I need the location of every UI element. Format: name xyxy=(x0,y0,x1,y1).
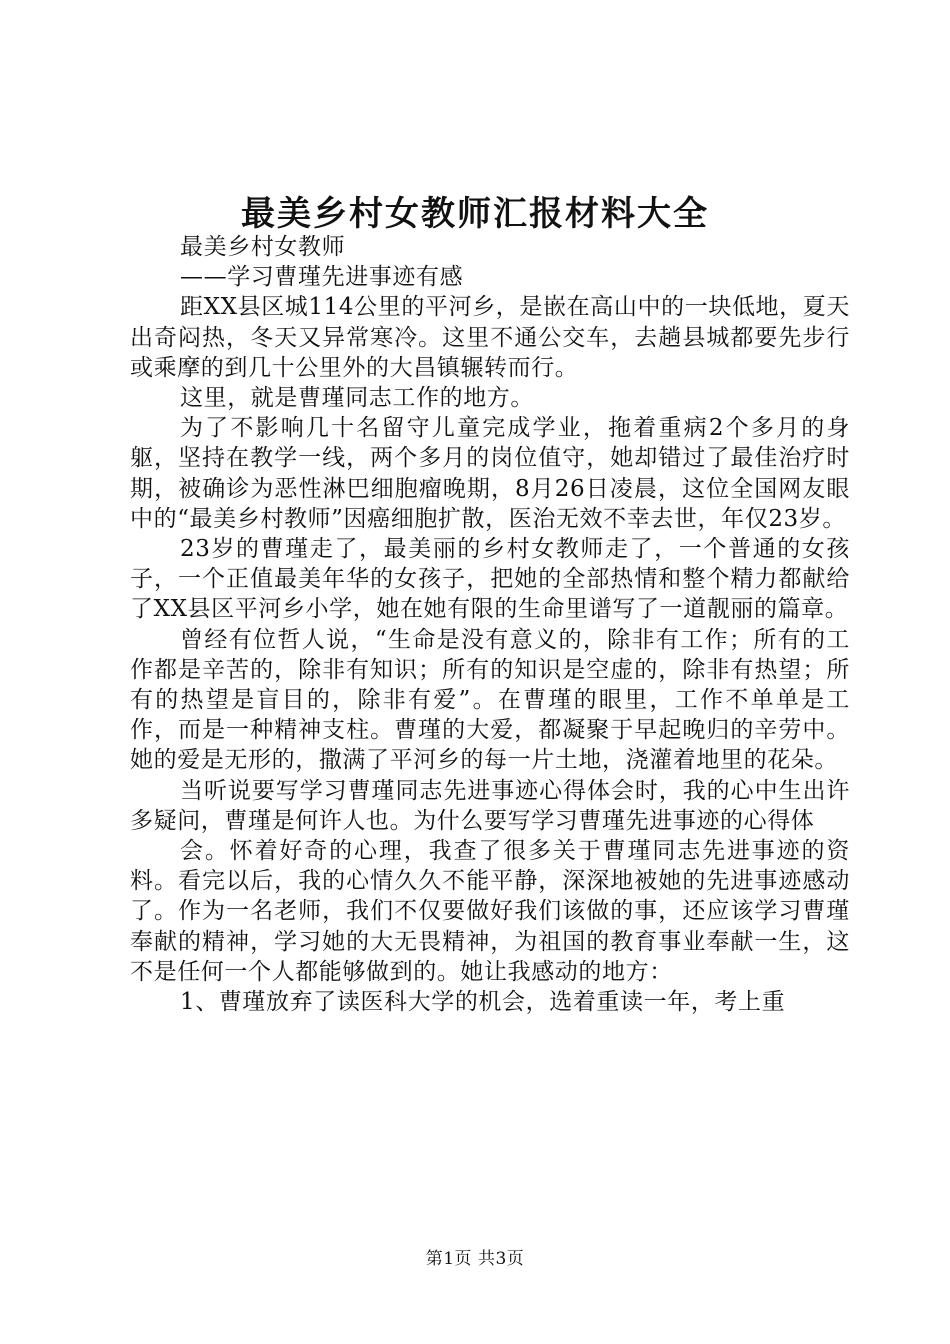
paragraph: 距XX县区城114公里的平河乡，是嵌在高山中的一块低地，夏天出奇闷热，冬天又异常寒冷。这里不通公交车，去趟县城都要先步行或乘摩的到几十公里外的大昌镇辗转而行。 xyxy=(130,294,850,381)
paragraph: 1、曹瑾放弃了读医科大学的机会，选着重读一年，考上重 xyxy=(180,989,786,1016)
paragraph: 为了不影响几十名留守儿童完成学业，拖着重病2个多月的身躯，坚持在教学一线，两个多月的岗位值守，她却错过了最佳治疗时期，被确诊为恶性淋巴细胞瘤晚期，8月26日凌晨，这位全国网友眼中的“最美乡村教师”因癌细胞扩散，医治无效不幸去世，年仅23岁。 xyxy=(130,415,850,532)
paragraph: 这里，就是曹瑾同志工作的地方。 xyxy=(180,385,534,412)
document-title: 最美乡村女教师汇报材料大全 xyxy=(241,194,709,234)
paragraph: 当听说要写学习曹瑾同志先进事迹心得体会时，我的心中生出许多疑问，曹瑾是何许人也。为什么要写学习曹瑾先进事迹的心得体 xyxy=(130,777,850,834)
paragraph: 曾经有位哲人说，“生命是没有意义的，除非有工作；所有的工作都是辛苦的，除非有知识；所有的知识是空虚的，除非有热望；所有的热望是盲目的，除非有爱”。在曹瑾的眼里，工作不单单是工作，而是一种精神支柱。曹瑾的大爱，都凝聚于早起晚归的辛劳中。她的爱是无形的，撒满了平河乡的每一片土地，浇灌着地里的花朵。 xyxy=(130,626,850,774)
paragraph: 最美乡村女教师 xyxy=(180,234,346,260)
paragraph: 会。怀着好奇的心理，我查了很多关于曹瑾同志先进事迹的资料。看完以后，我的心情久久不能平静，深深地被她的先进事迹感动了。作为一名老师，我们不仅要做好我们该做的事，还应该学习曹瑾奉献的精神，学习她的大无畏精神，为祖国的教育事业奉献一生，这不是任何一个人都能够做到的。她让我感动的地方： xyxy=(130,838,850,985)
paragraph: 23岁的曹瑾走了，最美丽的乡村女教师走了，一个普通的女孩子，一个正值最美年华的女孩子，把她的全部热情和整个精力都献给了XX县区平河乡小学，她在她有限的生命里谱写了一道靓丽的篇章。 xyxy=(130,536,850,623)
page-footer: 第1页 共3页 xyxy=(425,1249,525,1269)
paragraph: ——学习曹瑾先进事迹有感 xyxy=(180,264,464,291)
document-body xyxy=(130,232,850,1017)
